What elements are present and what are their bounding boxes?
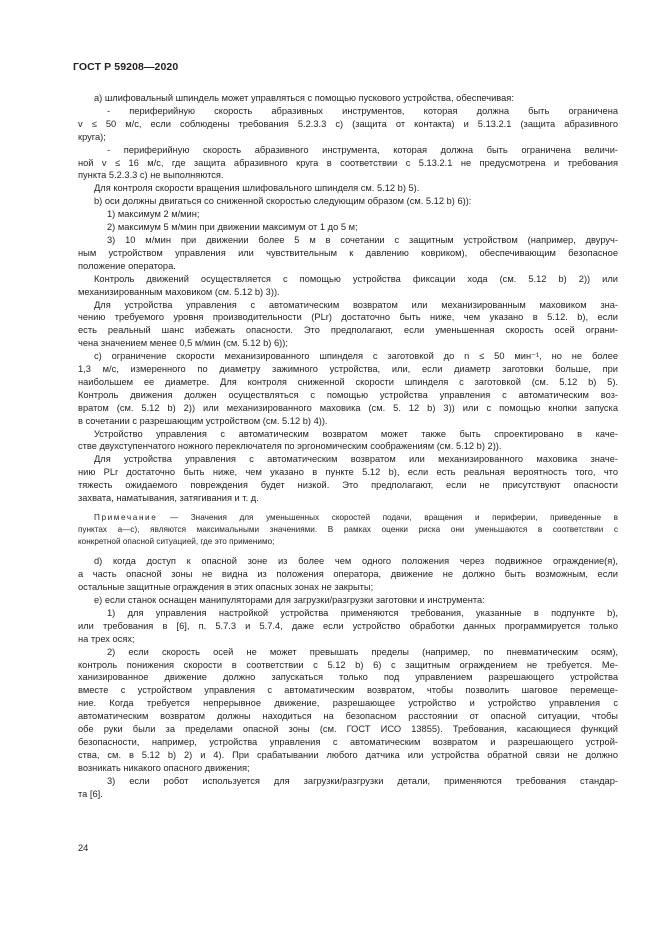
text-line: наибольшем ее диаметре. Для контроля сниженной скорости шпинделя с заготовкой (см. 5.12 b) 5). bbox=[78, 376, 618, 387]
paragraph-a bbox=[78, 92, 618, 105]
text-line: - периферийную скорость абразивного инструмента, которая должна быть ограничена величи- bbox=[107, 144, 618, 155]
text-line: остальные защитные ограждения в этих опасных зонах не закрыты; bbox=[78, 582, 374, 593]
text-line: Устройство управления с автоматическим возвратом может также быть спроектировано в каче- bbox=[94, 428, 618, 439]
text-line: чена значением менее 0,5 м/мин (см. 5.12 b) 6)); bbox=[78, 338, 288, 349]
note-line bbox=[78, 512, 618, 524]
text-line: ства, см. в 5.12 b) 2) и 4). При срабатывании любого датчика или устройства обратной связи не должно bbox=[78, 749, 618, 760]
text-line: Контроль движений осуществляется с помощью устройства фиксации хода (см. 5.12 b) 2)) или bbox=[94, 273, 618, 284]
text-line: контроль понижения скорости в соответствии с 5.12 b) 6) с защитным ограждением не требуется. Ме- bbox=[78, 659, 618, 670]
text-line: есть реальный шанс избежать опасности. Это предполагают, если уменьшенная скорость осей ограни- bbox=[78, 325, 618, 336]
spacer bbox=[78, 548, 618, 555]
section-after-note bbox=[78, 555, 618, 800]
note-line: пунктах а—с), являются максимальными значениями. В рамках оценки риска они уменьшаются в соответствии с bbox=[78, 525, 618, 535]
paragraph-e2 bbox=[78, 646, 618, 775]
text-line: ной v ≤ 16 м/с, где защита абразивного круга в соответствии с 5.13.2.1 не предусмотрена и требования bbox=[78, 157, 618, 168]
paragraph-a-dash1 bbox=[78, 105, 618, 144]
paragraph-c-pl bbox=[78, 453, 618, 505]
text-line: v ≤ 50 м/с, если соблюдены требования 5.2.3.3 с) (защита от контакта) и 5.13.2.1 (защита абразивного bbox=[78, 118, 618, 129]
text-line: или требования в [6], п. 5.7.3 и 5.7.4, даже если устройство обработки данных программируется только bbox=[78, 620, 618, 631]
text-line: - периферийную скорость абразивных инструментов, которая должна быть ограничена bbox=[107, 105, 618, 116]
paragraph-d bbox=[78, 555, 618, 594]
paragraph-a-dash2 bbox=[78, 144, 618, 183]
text-line: b) оси должны двигаться со сниженной скоростью следующим образом (см. 5.12 b) 6)): bbox=[94, 196, 472, 207]
text-line: ние. Когда требуется непрерывное движение, разрешающее устройство и устройство управления с bbox=[78, 698, 618, 709]
paragraph-e bbox=[78, 594, 618, 607]
text-line: Для устройства управления с автоматическим возвратом или механизированного маховика значе- bbox=[94, 454, 618, 465]
paragraph-b2 bbox=[78, 221, 618, 234]
text-line: круга); bbox=[78, 131, 106, 142]
spacer bbox=[78, 505, 618, 512]
paragraph-a-control bbox=[78, 182, 618, 195]
text-line: вместе с устройством управления с автоматическим возвратом, чтобы позволить шаговое перемеще- bbox=[78, 685, 618, 696]
text-line: обе руки были за пределами опасной зоны (см. ГОСТ ИСО 13855). Требования, касающиеся функций bbox=[78, 724, 618, 735]
standard-code-header: ГОСТ Р 59208—2020 bbox=[73, 61, 179, 73]
page-number: 24 bbox=[78, 843, 89, 853]
paragraph-b3 bbox=[78, 234, 618, 273]
text-line: Для устройства управления с автоматическим возвратом или механизированным маховиком зна- bbox=[94, 299, 618, 310]
paragraph-c bbox=[78, 350, 618, 427]
text-line: захвата, наматывания, затягивания и т. д. bbox=[78, 493, 259, 504]
paragraph-b-control bbox=[78, 273, 618, 299]
text-line: а часть опасной зоны не видна из положения оператора, движение не должно быть возможным, если bbox=[78, 569, 618, 580]
text-line: Контроль движения должен осуществляться с помощью устройства управления с автоматическим воз- bbox=[78, 389, 618, 400]
text-line: тяжесть ожидаемого повреждения будет низкой. Это предполагают, если не присутствуют опасности bbox=[78, 480, 618, 491]
text-line: с) ограничение скорости механизированного шпинделя с заготовкой до n ≤ 50 мин⁻¹, но не более bbox=[94, 351, 618, 362]
text-line: 1,3 м/с, измеренного по диаметру зажимного устройства, или, если диаметр заготовки больше, при bbox=[78, 364, 618, 375]
paragraph-b-pl bbox=[78, 299, 618, 351]
text-line: d) когда доступ к опасной зоне из более чем одного положения через подвижное ограждение(я), bbox=[94, 556, 618, 567]
text-line: вратом (см. 5.12 b) 2)) или механизированного маховика (см. 5. 12 b) 3)) или с помощью кнопки запуска bbox=[78, 402, 618, 413]
text-line: е) если станок оснащен манипуляторами для загрузки/разгрузки заготовки и инструмента: bbox=[94, 595, 485, 605]
text-line: безопасности, например, устройства управления с автоматическим возвратом и разрешающего устрой- bbox=[78, 736, 618, 747]
text-line: 2) если скорость осей не может превышать пределы (например, по пневматическим осям), bbox=[107, 646, 618, 657]
text-line: пункта 5.2.3.3 с) не выполняются. bbox=[78, 170, 224, 181]
text-line: а) шлифовальный шпиндель может управляться с помощью пускового устройства, обеспечивая: bbox=[94, 93, 514, 103]
note-line: конкретной опасной ситуацией, где это применимо; bbox=[78, 537, 275, 547]
text-line: 3) если робот используется для загрузки/разгрузки детали, применяются требования стандар- bbox=[107, 775, 618, 786]
text-line: механизированным маховиком (см. 5.12 b) 3)). bbox=[78, 286, 280, 297]
text-line: ным устройством управления или чувствительным к давлению ковриком), обеспечивающим безопасное bbox=[78, 247, 618, 258]
text-line: стве двухступенчатого ножного переключателя по эргономическим соображениям (см. 5.12 b) 2)). bbox=[78, 441, 502, 452]
text-line: 1) для управления настройкой устройства применяются требования, указанные в подпункте b), bbox=[107, 607, 618, 618]
paragraph-e1 bbox=[78, 607, 618, 646]
paragraph-b1 bbox=[78, 208, 618, 221]
text-line: 1) максимум 2 м/мин; bbox=[107, 209, 200, 220]
document-body bbox=[78, 92, 618, 801]
text-line: нию PLr достаточно быть ниже, чем указано в пункте 5.12 b), если есть реальная вероятность того, что bbox=[78, 467, 618, 478]
paragraph-b bbox=[78, 195, 618, 208]
text-line: 2) максимум 5 м/мин при движении максимум от 1 до 5 м; bbox=[107, 222, 358, 233]
text-line: на трех осях; bbox=[78, 633, 135, 644]
note-text: — Значения для уменьшенных скоростей подачи, вращения и периферии, приведенные в bbox=[169, 513, 619, 522]
text-line: Для контроля скорости вращения шлифовального шпинделя см. 5.12 b) 5). bbox=[94, 183, 420, 194]
text-line: в сочетании с разрешающим устройством (см. 5.12 b) 4)). bbox=[78, 415, 328, 426]
text-line: 3) 10 м/мин при движении более 5 м в сочетании с защитным устройством (например, двуруч- bbox=[107, 234, 618, 245]
text-line: положение оператора. bbox=[78, 260, 176, 271]
text-line: автоматическим возвратом должны находиться на безопасном расстоянии от опасной ситуации, чтобы bbox=[78, 711, 618, 722]
paragraph-c-design bbox=[78, 428, 618, 454]
paragraph-e3 bbox=[78, 775, 618, 801]
text-line: чению требуемого уровня производительности (PLr) достаточно быть ниже, чем указано в 5.12. b), если bbox=[78, 312, 618, 323]
text-line: та [6]. bbox=[78, 788, 103, 799]
text-line: возникать никакого опасного движения; bbox=[78, 762, 250, 773]
text-line: ханизированное движение должно запускаться только под управлением разрешающего устройства bbox=[78, 672, 618, 683]
note-label: Примечание bbox=[94, 513, 158, 522]
note-block bbox=[78, 512, 618, 548]
section-before-note bbox=[78, 92, 618, 505]
